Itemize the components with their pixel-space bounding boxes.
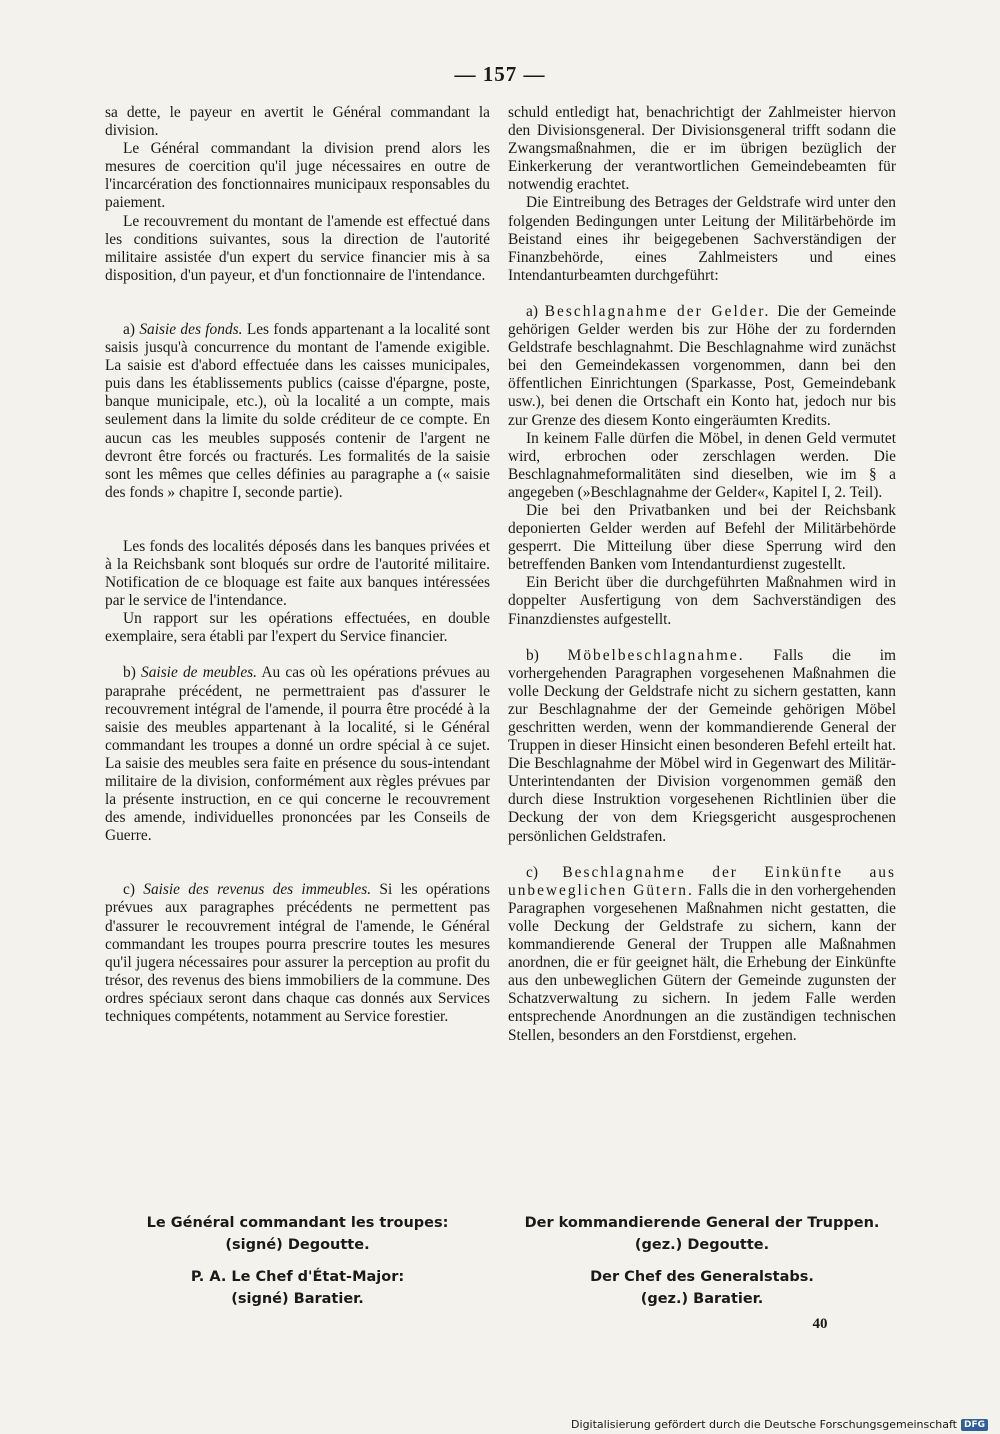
de-a-label: a): [526, 302, 538, 320]
fr-c-text: Si les opérations prévues aux paragraphes précédents ne permettent pas d'assurer le recouvrement intégral de l'amende, le Général commandant les troupes pourra prescrire toutes les mesures qu'il jugera nécessaires pour assurer la perception au profit du trésor, des revenus des biens immobiliers de la commune. Des ordres spéciaux seront dans chaque cas donnés aux Services techniques compétents, notamment au Service forestier.: [105, 881, 490, 1026]
de-banks-2: Ein Bericht über die durchgeführten Maßnahmen wird in doppelter Ausfertigung von dem Sachverständigen des Finanzdienstes aufgestellt.: [508, 574, 896, 628]
de-a-text-2: In keinem Falle dürfen die Möbel, in denen Geld vermutet wird, erbrochen oder zerschlagen werden. Die Beschlagnahmeformalitäten sind dieselben, wie im § a angegeben (»Beschlagnahme der Gelder«, Kapitel I, 2. Teil).: [508, 429, 896, 501]
de-a-text: Die der Gemeinde gehörigen Gelder werden bis zur Höhe der zu fordernden Geldstrafe beschlagnahmt. Die Beschlagnahme wird zunächst bei den Gemeindekassen vorgenommen, dann bei den öffentlichen Einrichtungen (Sparkasse, Post, Gemeindebank usw.), bei denen die Ortschaft ein Konto hat, jedoch nur bis zur Grenze des diesem Konto eingeräumten Kredits.: [508, 302, 896, 429]
fr-banks-2: Un rapport sur les opérations effectuées, en double exemplaire, sera établi par l'expert du Service financier.: [105, 610, 490, 646]
fr-a-title: Saisie des fonds.: [139, 320, 243, 338]
de-sig-line-4: (gez.) Baratier.: [640, 1291, 764, 1307]
de-c-label: c): [526, 863, 538, 881]
de-c-title: Beschlagnahme der Einkünfte aus unbeweglichen Gütern.: [508, 863, 896, 899]
fr-sig-line-2: (signé) Degoutte.: [225, 1237, 370, 1253]
de-a-title: Beschlagnahme der Gelder.: [544, 302, 771, 320]
fr-b-text: Au cas où les opérations prévues au paraprahe précédent, ne permettraient pas d'assurer le recouvrement intégral de l'amende, il pourra être procédé à la saisie des meubles appartenant à la localité, si le Général commandant les troupes a donné un ordre spécial à ce sujet. La saisie des meubles sera faite en présence du sous-intendant militaire de la division, conformément aux règles prévues par la présente instruction, en ce qui concerne le recouvrement des amende, individuelles prononcées par les Conseils de Guerre.: [105, 664, 490, 845]
de-section-b: [508, 647, 896, 846]
fr-section-c: [105, 881, 490, 1026]
french-column: [105, 104, 490, 1026]
footer-text: Digitalisierung gefördert durch die Deutsche Forschungsgemeinschaft: [571, 1418, 957, 1431]
fr-sig-line-1: Le Général commandant les troupes:: [146, 1215, 449, 1231]
fr-intro-3: Le recouvrement du montant de l'amende est effectué dans les conditions suivantes, sous la direction de l'autorité militaire assistée d'un expert du service financier mis à sa disposition, d'un payeur, et d'un fonctionnaire de l'intendance.: [105, 212, 490, 284]
fr-b-title: Saisie de meubles.: [141, 664, 257, 682]
fr-b-label: b): [123, 664, 136, 682]
de-section-c: [508, 864, 896, 1045]
de-b-title: Möbelbeschlagnahme.: [567, 646, 745, 664]
fr-a-label: a): [123, 320, 135, 338]
digitization-footer: [571, 1418, 988, 1431]
german-column: [508, 104, 896, 1045]
signature-number: 40: [812, 1316, 828, 1332]
fr-intro-2: Le Général commandant la division prend alors les mesures de coercition qu'il juge nécessaires en outre de l'incarcération des fonctionnaires municipaux responsables du paiement.: [105, 140, 490, 212]
de-b-text: Falls die im vorhergehenden Paragraphen vorgesehenen Maßnahmen die volle Deckung der Geldstrafe nicht zu sichern gestatten, kann zur Beschlagnahme der der Gemeinde gehörigen Möbel geschritten werden, wenn der kommandierende General der Truppen in dieser Hinsicht einen besonderen Befehl erteilt hat. Die Beschlagnahme der Möbel wird in Gegenwart des Militär-Unterintendanten der Division vorgenommen gemäß den durch diese Instruktion vorgesehenen Richtlinien über die Deckung der von dem Kriegsgericht ausgesprochenen persönlichen Geldstrafen.: [508, 646, 896, 845]
french-signatures: [105, 1212, 490, 1310]
fr-c-label: c): [123, 881, 135, 899]
fr-sig-line-4: (signé) Baratier.: [231, 1291, 364, 1307]
de-b-label: b): [526, 646, 539, 664]
fr-banks-1: Les fonds des localités déposés dans les banques privées et à la Reichsbank sont bloqués sur ordre de l'autorité militaire. Notification de ce bloquage est faite aux banques intéressées par le service de l'intendance.: [105, 537, 490, 610]
fr-c-title: Saisie des revenus des immeubles.: [143, 881, 372, 899]
dfg-logo-icon: DFG: [961, 1419, 988, 1431]
page-number: — 157 —: [454, 62, 546, 86]
fr-section-b: [105, 664, 490, 845]
fr-intro-1: sa dette, le payeur en avertit le Général commandant la division.: [105, 104, 490, 140]
german-signatures: [508, 1212, 896, 1310]
fr-a-text: Les fonds appartenant a la localité sont saisis jusqu'à concurrence du montant de l'amende exigible. La saisie est d'abord effectuée dans les caisses municipales, puis dans les établissements publics (caisse d'épargne, poste, banque municipale, etc.), où la localité a un compte, mais seulement dans la limite du solde créditeur de ce compte. En aucun cas les meubles supposés contenir de l'argent ne devront être forcés ou fracturés. Les formalités de la saisie sont les mêmes que celles définies au paragraphe a (« saisie des fonds » chapitre I, seconde partie).: [105, 320, 490, 501]
de-intro-1: schuld entledigt hat, benachrichtigt der Zahlmeister hiervon den Divisionsgeneral. Der Divisionsgeneral trifft sodann die Zwangsmaßnahmen, die er im übrigen bezüglich der Einkerkerung der verantwortlichen Gemeindebeamten für notwendig erachtet.: [508, 104, 896, 194]
de-sig-line-1: Der kommandierende General der Truppen.: [524, 1215, 880, 1231]
de-sig-line-2: (gez.) Degoutte.: [634, 1237, 770, 1253]
de-intro-2: Die Eintreibung des Betrages der Geldstrafe wird unter den folgenden Bedingungen unter Leitung der Militärbehörde im Beistand eines ihr beigegebenen Sachverständigen der Finanzbehörde, eines Zahlmeisters und eines Intendanturbeamten durchgeführt:: [508, 194, 896, 284]
de-c-text: Falls die in den vorhergehenden Paragraphen vorgesehenen Maßnahmen nicht gestatten, die volle Deckung der Geldstrafe zu sichern, kann der kommandierende General der Truppen alle Maßnahmen anordnen, die er für geeignet hält, die Erhebung der Einkünfte aus den unbeweglichen Gütern der Gemeinde zugunsten der Schatzverwaltung zu sichern. In jedem Falle werden entsprechende Anordnungen an die zuständigen technischen Stellen, besonders an den Forstdienst, ergehen.: [508, 881, 896, 1044]
fr-sig-line-3: P. A. Le Chef d'État-Major:: [190, 1269, 405, 1285]
fr-section-a: [105, 321, 490, 502]
de-sig-line-3: Der Chef des Generalstabs.: [590, 1269, 814, 1285]
de-banks-1: Die bei den Privatbanken und bei der Reichsbank deponierten Gelder werden auf Befehl der Militärbehörde gesperrt. Die Mitteilung über diese Sperrung wird den betreffenden Banken vom Intendanturdienst zugestellt.: [508, 501, 896, 574]
de-section-a: [508, 303, 896, 430]
